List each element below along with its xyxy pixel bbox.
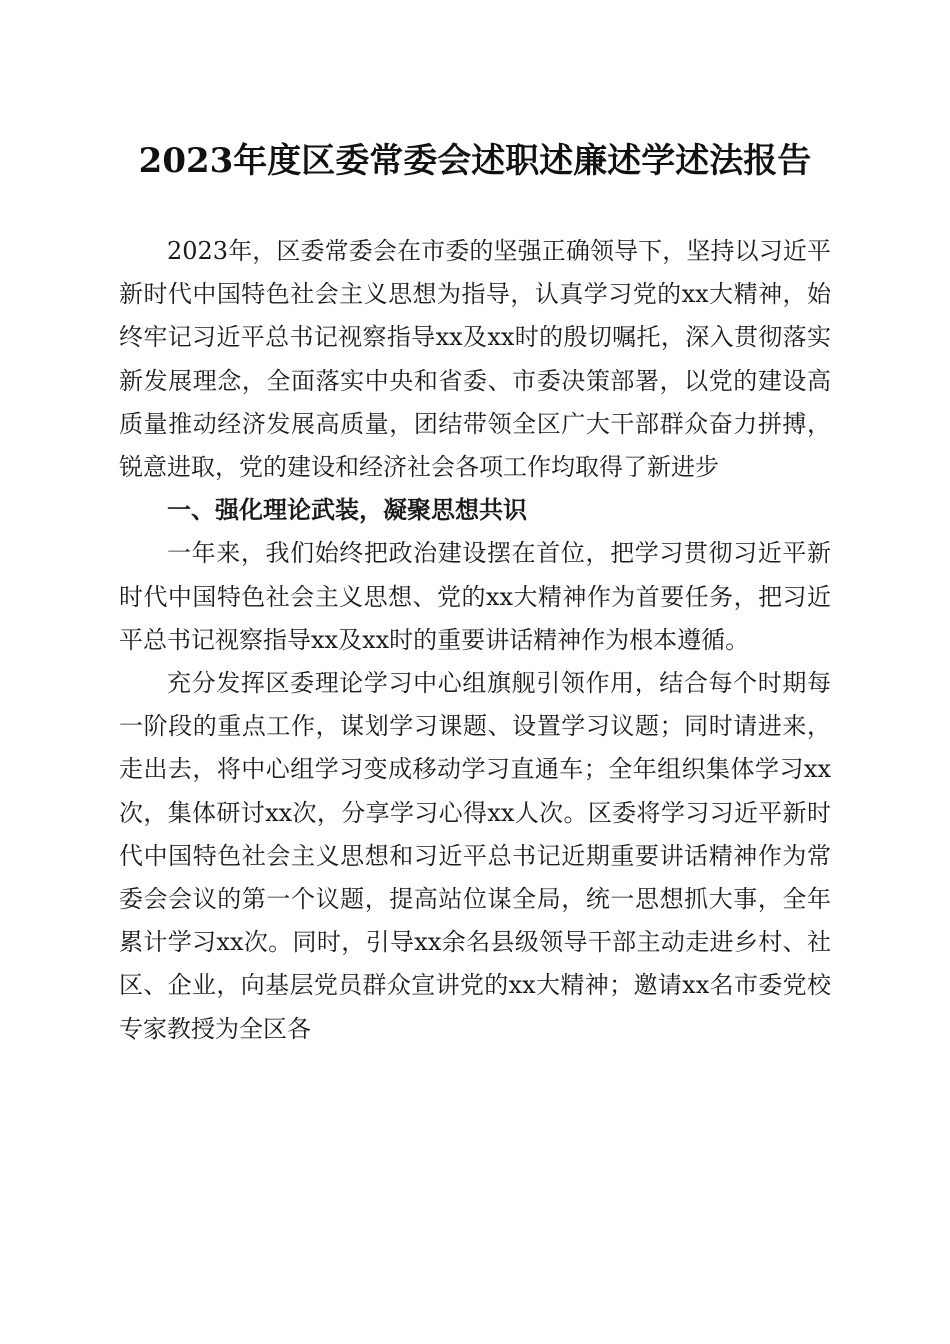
document-body: [119, 230, 831, 1051]
intro-paragraph: 2023年，区委常委会在市委的坚强正确领导下，坚持以习近平新时代中国特色社会主义思想为指导，认真学习党的xx大精神，始终牢记习近平总书记视察指导xx及xx时的殷切嘱托，深入贯彻落实新发展理念，全面落实中央和省委、市委决策部署，以党的建设高质量推动经济发展高质量，团结带领全区广大干部群众奋力拼搏，锐意进取，党的建设和经济社会各项工作均取得了新进步: [119, 237, 831, 482]
document-title: 2023年度区委常委会述职述廉述学述法报告: [138, 141, 812, 181]
body-paragraph: 一年来，我们始终把政治建设摆在首位，把学习贯彻习近平新时代中国特色社会主义思想、党的xx大精神作为首要任务，把习近平总书记视察指导xx及xx时的重要讲话精神作为根本遵循。: [119, 539, 831, 654]
section-heading-1: 一、强化理论武装，凝聚思想共识: [167, 496, 527, 525]
body-paragraph: 充分发挥区委理论学习中心组旗舰引领作用，结合每个时期每一阶段的重点工作，谋划学习课题、设置学习议题；同时请进来，走出去，将中心组学习变成移动学习直通车；全年组织集体学习xx次，集体研讨xx次，分享学习心得xx人次。区委将学习习近平新时代中国特色社会主义思想和习近平总书记近期重要讲话精神作为常委会会议的第一个议题，提高站位谋全局，统一思想抓大事，全年累计学习xx次。同时，引导xx余名县级领导干部主动走进乡村、社区、企业，向基层党员群众宣讲党的xx大精神；邀请xx名市委党校专家教授为全区各: [119, 669, 831, 1043]
